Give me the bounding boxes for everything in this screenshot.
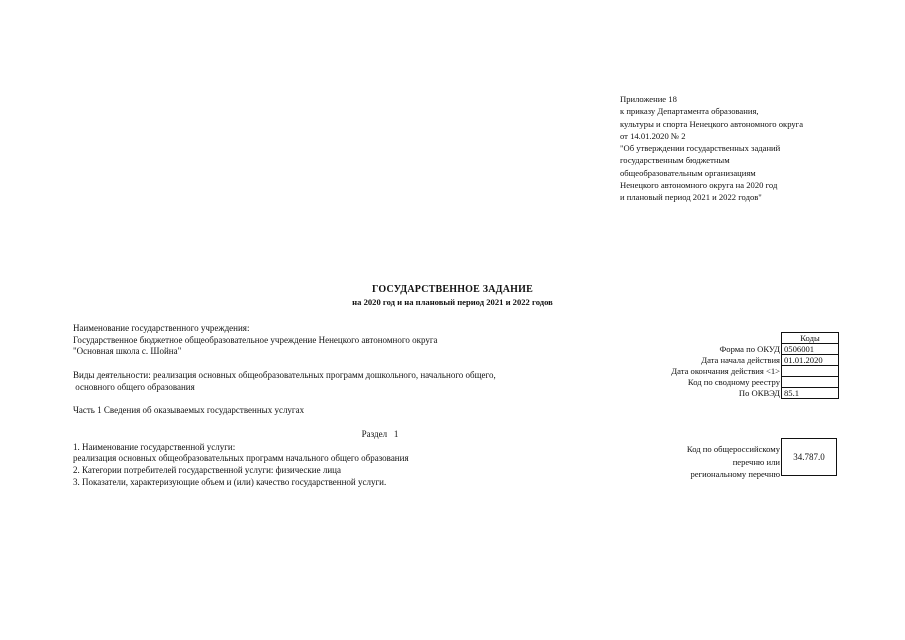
- registry-labels: [620, 443, 780, 481]
- institution-name: Государственное бюджетное общеобразовательное учреждение Ненецкого автономного округа: [73, 335, 438, 345]
- appendix-line: "Об утверждении государственных заданий: [620, 143, 781, 154]
- appendix-line: культуры и спорта Ненецкого автономного округа: [620, 118, 804, 129]
- appendix-line: общеобразовательным организациям: [620, 167, 756, 178]
- codes-header: Коды: [782, 332, 838, 343]
- registry-label: региональному перечню: [690, 469, 780, 479]
- institution-name-short: "Основная школа с. Шойна": [73, 346, 182, 356]
- document-title: ГОСУДАРСТВЕННОЕ ЗАДАНИЕ: [372, 284, 533, 295]
- consumer-categories: 2. Категории потребителей государственной услуги: физические лица: [73, 465, 341, 475]
- appendix-line: от 14.01.2020 № 2: [620, 130, 686, 141]
- appendix-header: [620, 93, 803, 204]
- institution-label: Наименование государственного учреждения:: [73, 323, 250, 333]
- indicators-heading: 3. Показатели, характеризующие объем и (или) качество государственной услуги.: [73, 477, 387, 487]
- codes-label: По ОКВЭД: [738, 388, 780, 398]
- end-date: [782, 365, 838, 376]
- codes-labels: [600, 344, 780, 399]
- start-date: 01.01.2020: [782, 354, 838, 365]
- registry-code-box: 34.787.0: [781, 438, 837, 476]
- codes-label: Форма по ОКУД: [719, 344, 780, 354]
- codes-label: Код по сводному реестру: [687, 377, 780, 387]
- appendix-line: Приложение 18: [620, 94, 677, 104]
- appendix-line: государственным бюджетным: [620, 155, 730, 166]
- okud-code: 0506001: [782, 343, 838, 354]
- okved-code: 85.1: [782, 387, 838, 398]
- registry-label: перечню или: [732, 456, 780, 467]
- appendix-line: Ненецкого автономного округа на 2020 год: [620, 180, 778, 191]
- document-subtitle: на 2020 год и на плановый период 2021 и 2022 годов: [352, 297, 553, 307]
- activity-types-continued: основного общего образования: [73, 382, 195, 392]
- section-heading: Раздел 1: [361, 429, 399, 439]
- service-name: реализация основных общеобразовательных программ начального общего образования: [73, 453, 409, 463]
- appendix-line: к приказу Департамента образования,: [620, 106, 759, 117]
- activity-types: Виды деятельности: реализация основных общеобразовательных программ дошкольного, начального общего,: [73, 370, 496, 380]
- service-name-label: 1. Наименование государственной услуги:: [73, 442, 236, 452]
- summary-registry-code: [782, 376, 838, 387]
- part-heading: Часть 1 Сведения об оказываемых государственных услугах: [73, 405, 305, 415]
- appendix-line: и плановый период 2021 и 2022 годов": [620, 192, 762, 203]
- codes-label: Дата начала действия: [701, 355, 780, 365]
- registry-label: Код по общероссийскому: [686, 444, 780, 454]
- codes-label: Дата окончания действия <1>: [671, 366, 780, 376]
- codes-table: [781, 332, 839, 399]
